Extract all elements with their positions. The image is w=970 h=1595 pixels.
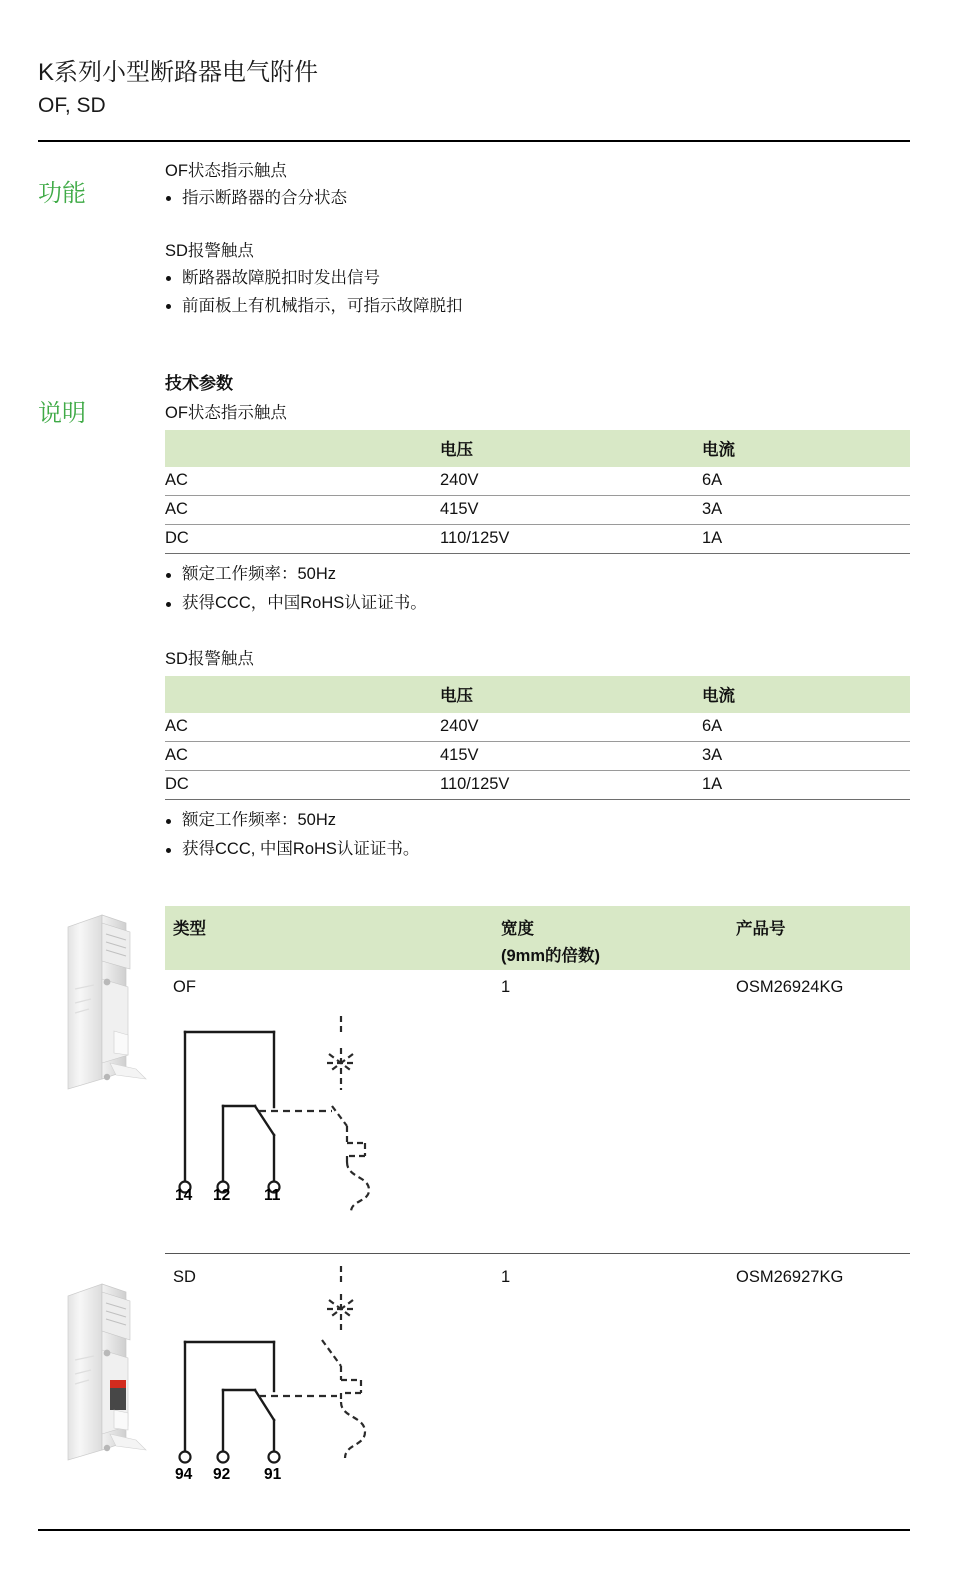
sd-product-photo	[58, 1270, 163, 1470]
function-of-heading: OF状态指示触点	[165, 162, 287, 180]
cell-current: 6A	[702, 467, 910, 496]
of-spec-subtitle: OF状态指示触点	[165, 404, 287, 422]
description-content	[165, 372, 910, 864]
cell-voltage: 240V	[440, 713, 702, 742]
terminal-label-14: 14	[175, 1187, 193, 1204]
terminal-label-11: 11	[264, 1187, 281, 1204]
terminal-label-94: 94	[175, 1466, 193, 1483]
sd-spec-subtitle: SD报警触点	[165, 650, 254, 668]
table-row	[165, 970, 910, 1260]
cell-type: AC	[165, 496, 440, 525]
col-header-width-unit: (9mm的倍数)	[501, 947, 601, 965]
cell-current: 3A	[702, 742, 910, 771]
section-label-function: 功能	[38, 180, 86, 207]
col-header-voltage: 电压	[440, 430, 702, 467]
function-sd-list	[165, 264, 865, 320]
table-row	[165, 1260, 910, 1510]
table-row	[165, 525, 910, 554]
cell-current: 1A	[702, 525, 910, 554]
list-item: 前面板上有机械指示，可指示故障脱扣	[165, 292, 865, 320]
cell-current: 1A	[702, 771, 910, 800]
function-spacer	[165, 212, 865, 238]
col-header-current: 电流	[702, 676, 910, 713]
cell-width: 1	[501, 978, 511, 996]
cell-type: AC	[165, 713, 440, 742]
terminal-dot	[218, 1452, 229, 1463]
footer-divider	[38, 1529, 910, 1531]
of-spec-table	[165, 430, 910, 554]
description-spacer	[165, 618, 910, 646]
cell-current: 6A	[702, 713, 910, 742]
col-header-type: 类型	[173, 920, 206, 938]
cell-type: OF	[173, 978, 196, 996]
header-divider	[38, 140, 910, 142]
of-notes-list	[165, 560, 910, 618]
cell-voltage: 110/125V	[440, 525, 702, 554]
tech-params-title: 技术参数	[165, 374, 233, 393]
row-divider	[165, 1253, 910, 1254]
function-of-list	[165, 184, 865, 212]
table-row	[165, 771, 910, 800]
col-header-voltage: 电压	[440, 676, 702, 713]
table-row	[165, 496, 910, 525]
cell-type: SD	[173, 1268, 196, 1286]
section-label-description: 说明	[38, 400, 86, 427]
function-sd-heading: SD报警触点	[165, 242, 254, 260]
function-content	[165, 158, 865, 320]
terminal-label-12: 12	[213, 1187, 231, 1204]
cell-width: 1	[501, 1268, 511, 1286]
list-item: 获得CCC, 中国RoHS认证证书。	[165, 835, 910, 864]
terminal-label-91: 91	[264, 1466, 282, 1483]
fault-indicator-button	[110, 1388, 126, 1410]
sd-wiring-diagram	[169, 1260, 389, 1475]
product-table	[165, 906, 910, 1510]
page-subtitle: OF, SD	[38, 94, 106, 117]
col-header-current: 电流	[702, 430, 910, 467]
sd-notes-list	[165, 806, 910, 864]
cell-voltage: 110/125V	[440, 771, 702, 800]
page-title: K系列小型断路器电气附件	[38, 59, 319, 86]
cell-type: AC	[165, 467, 440, 496]
cell-type: DC	[165, 771, 440, 800]
fault-indicator-red	[110, 1380, 126, 1388]
of-product-photo	[58, 903, 163, 1098]
terminal-label-92: 92	[213, 1466, 231, 1483]
product-table-header	[165, 906, 910, 970]
cell-voltage: 240V	[440, 467, 702, 496]
col-header-width: 宽度	[501, 920, 534, 938]
cell-type: AC	[165, 742, 440, 771]
list-item: 指示断路器的合分状态	[165, 184, 865, 212]
list-item: 额定工作频率：50Hz	[165, 560, 910, 589]
cell-product-code: OSM26927KG	[736, 1268, 844, 1286]
col-header-blank	[165, 430, 440, 467]
col-header-code: 产品号	[736, 920, 786, 938]
cell-voltage: 415V	[440, 742, 702, 771]
table-row	[165, 467, 910, 496]
terminal-dot	[269, 1452, 280, 1463]
table-header-row	[165, 430, 910, 467]
cell-product-code: OSM26924KG	[736, 978, 844, 996]
terminal-dot	[180, 1452, 191, 1463]
list-item: 获得CCC，中国RoHS认证证书。	[165, 589, 910, 618]
list-item: 断路器故障脱扣时发出信号	[165, 264, 865, 292]
cell-current: 3A	[702, 496, 910, 525]
cell-type: DC	[165, 525, 440, 554]
list-item: 额定工作频率：50Hz	[165, 806, 910, 835]
table-row	[165, 713, 910, 742]
col-header-blank	[165, 676, 440, 713]
cell-voltage: 415V	[440, 496, 702, 525]
table-header-row	[165, 676, 910, 713]
sd-spec-table	[165, 676, 910, 800]
table-row	[165, 742, 910, 771]
